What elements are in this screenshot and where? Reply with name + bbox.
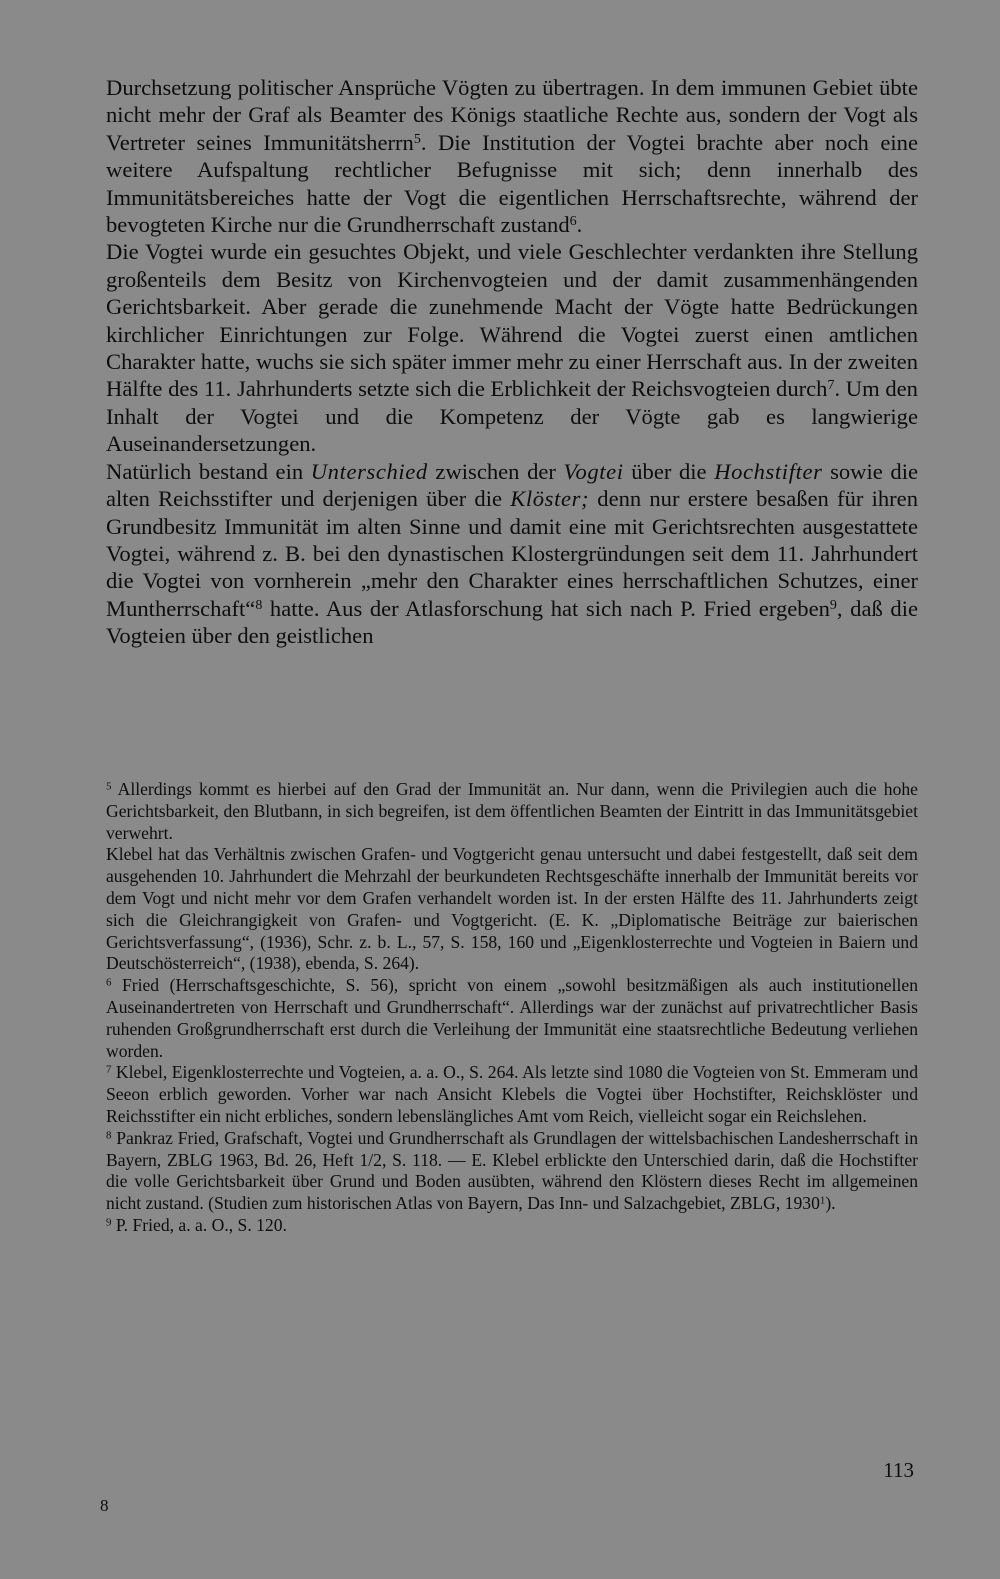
footnote-8: $^8$ Pankraz Fried, Grafschaft, Vogtei und Grundherrschaft als Grundlagen der wittelsbachischen Landesherrschaft in Bayern, ZBLG 1963, Bd. 26, Heft 1/2, S. 118. — E. Klebel erblickte den Unterschied darin, daß die Hochstifter die volle Gerichtsbarkeit über Grund und Boden ausübten, während den Klöstern dieses Recht im allgemeinen nicht zustand. (Studien zum historischen Atlas von Bayern, Das Inn- und Salzachgebiet, ZBLG, 1930$^1$). (106, 1127, 918, 1214)
emphasis-unterschied: Unterschied (310, 458, 428, 484)
footnote-number: 8 (106, 1129, 112, 1142)
footnote-number: 7 (106, 1063, 112, 1076)
footnote-number: 9 (106, 1216, 112, 1229)
footnote-ref-9[interactable]: 9 (829, 597, 837, 613)
emphasis-vogtei: Vogtei (563, 458, 624, 484)
superscript-edition: 1 (819, 1194, 826, 1207)
footnotes (106, 779, 918, 1237)
emphasis-hochstifter: Hochstifter (714, 458, 823, 484)
footnote-5-continued: Klebel hat das Verhältnis zwischen Grafen- und Vogtgericht genau untersucht und dabei festgestellt, daß seit dem ausgehenden 10. Jahrhundert die Mehrzahl der beurkundeten Rechtsgeschäfte innerhalb der Immunität bereits vor dem Vogt und nicht mehr vor dem Grafen verhandelt worden ist. In der ersten Hälfte des 11. Jahrhunderts zeigt sich die Gleichrangigkeit von Grafen- und Vogtgericht. (E. K. „Diplomatische Beiträge zur baierischen Gerichtsverfassung“, (1936), Schr. z. b. L., 57, S. 158, 160 und „Eigenklosterrechte und Vogteien in Baiern und Deutschösterreich“, (1938), ebenda, S. 264). (106, 844, 918, 974)
main-text (106, 74, 918, 650)
footnote-5: $^5$ Allerdings kommt es hierbei auf den Grad der Immunität an. Nur dann, wenn die Privilegien auch die hohe Gerichtsbarkeit, den Blutbann, in sich begreifen, ist dem öffentlichen Beamten der Eintritt in das Immunitätsgebiet verwehrt. (106, 779, 918, 843)
footnote-number: 6 (106, 976, 112, 989)
emphasis-kloester: Klöster; (510, 486, 590, 512)
footnote-ref-7[interactable]: 7 (827, 378, 835, 394)
footnote-9: $^9$ P. Fried, a. a. O., S. 120. (106, 1214, 287, 1235)
paragraph-2: Die Vogtei wurde ein gesuchtes Objekt, und viele Geschlechter verdankten ihre Stellung großenteils dem Besitz von Kirchenvogteien und der damit zusammenhängenden Gerichtsbarkeit. Aber gerade die zunehmende Macht der Vögte hatte Bedrückungen kirchlicher Einrichtungen zur Folge. Während die Vogtei zuerst einen amtlichen Charakter hatte, wuchs sie sich später immer mehr zu einer Herrschaft aus. In der zweiten Hälfte des 11. Jahrhunderts setzte sich die Erblichkeit der Reichsvogteien durch$^7$. Um den Inhalt der Vogtei und die Kompetenz der Vögte gab es langwierige Auseinandersetzungen. (106, 239, 918, 457)
paragraph-1: Durchsetzung politischer Ansprüche Vögten zu übertragen. In dem immunen Gebiet übte nicht mehr der Graf als Beamter des Königs staatliche Rechte aus, sondern der Vogt als Vertreter seines Immunitätsherrn$^5$. Die Institution der Vogtei brachte aber noch eine weitere Aufspaltung rechtlicher Befugnisse mit sich; denn innerhalb des Immunitätsbereiches hatte der Vogt die eigentlichen Herrschaftsrechte, während der bevogteten Kirche nur die Grundherrschaft zustand$^6$. (106, 75, 918, 238)
footnote-number: 5 (106, 780, 112, 793)
footnote-ref-5[interactable]: 5 (413, 131, 421, 147)
footnote-ref-8[interactable]: 8 (255, 597, 263, 613)
footnote-6: $^6$ Fried (Herrschaftsgeschichte, S. 56), spricht von einem „sowohl besitzmäßigen als auch institutionellen Auseinandertreten von Herrschaft und Grundherrschaft“. Allerdings war der zunächst auf privatrechtlicher Basis ruhenden Großgrundherrschaft erst durch die Verleihung der Immunität eine staatsrechtliche Bedeutung verliehen worden. (106, 975, 918, 1061)
page-number: 113 (883, 1458, 914, 1482)
footnote-ref-6[interactable]: 6 (569, 214, 577, 230)
footnote-7: $^7$ Klebel, Eigenklosterrechte und Vogteien, a. a. O., S. 264. Als letzte sind 1080 die Vogteien von St. Emmeram und Seeon erblich geworden. Vorher war nach Ansicht Klebels die Vogtei über Hochstifter, Reichsklöster und Reichsstifter ein nicht erbliches, sondern lebenslängliches Amt vom Reich, vielleicht sogar ein Reichslehen. (106, 1062, 918, 1126)
signature-mark: 8 (100, 1496, 109, 1515)
paragraph-3: Natürlich bestand ein Unterschied zwischen der Vogtei über die Hochstifter sowie die alten Reichsstifter und derjenigen über die Klöster; denn nur erstere besaßen für ihren Grundbesitz Immunität im alten Sinne und damit eine mit Gerichtsrechten ausgestattete Vogtei, während z. B. bei den dynastischen Klostergründungen seit dem 11. Jahrhundert die Vogtei von vornherein „mehr den Charakter eines herrschaftlichen Schutzes, einer Muntherrschaft“$^8$ hatte. Aus der Atlasforschung hat sich nach P. Fried ergeben$^9$, daß die Vogteien über den geistlichen (106, 458, 919, 649)
